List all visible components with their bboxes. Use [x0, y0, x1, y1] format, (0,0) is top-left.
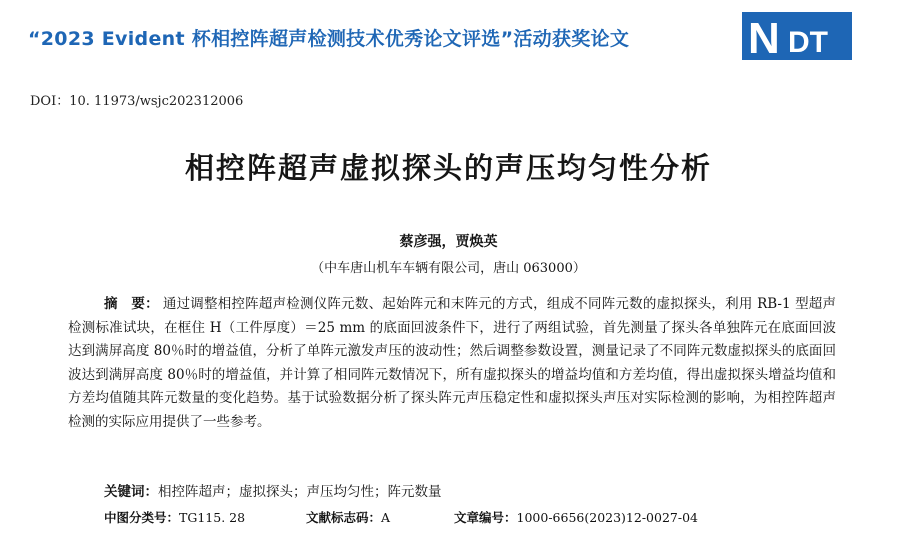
keywords-label: 关键词：: [104, 484, 158, 500]
paper-title: 相控阵超声虚拟探头的声压均匀性分析: [184, 151, 712, 185]
clc-label: 中图分类号：: [104, 510, 180, 525]
clc-value: TG115. 28: [179, 510, 246, 525]
doc-label: 文献标志码：: [306, 510, 382, 525]
abstract-label: 摘 要：: [104, 296, 159, 312]
doc-value: A: [381, 510, 391, 525]
abstract-text: 通过调整相控阵超声检测仪阵元数、起始阵元和末阵元的方式，组成不同阵元数的虚拟探头，利用 RB-1 型超声检测标准试块，在框住 H（工件厚度）＝25 mm 的底面回波条件下，进行了两组试验，首先测量了探头各单独阵元在底面回波达到满屏高度 80％时的增益值，分析了单阵元激发声压的波动性；然后调整参数设置，测量记录了不同阵元数虚拟探头的底面回波达到满屏高度 80％时的增益值，并计算了相同阵元数情况下，所有虚拟探头的增益均值和方差均值，得出虚拟探头增益均值和方差均值随其阵元数量的变化趋势。基于试验数据分析了探头阵元声压稳定性和虚拟探头声压对实际检测的影响，为相控阵超声检测的实际应用提供了一些参考。: [68, 296, 836, 430]
ndt-logo: [742, 12, 852, 60]
keywords: [104, 480, 442, 500]
article-value: 1000-6656(2023)12-0027-04: [516, 510, 698, 525]
article-label: 文章编号：: [454, 510, 517, 525]
doi: DOI：10. 11973/wsjc202312006: [30, 94, 244, 109]
svg-text:DT: DT: [788, 26, 828, 59]
abstract: [68, 293, 836, 435]
document-code: [306, 508, 390, 526]
award-banner: “2023 Evident 杯相控阵超声检测技术优秀论文评选”活动获奖论文: [28, 28, 630, 50]
article-number: [454, 508, 698, 526]
svg-text:N: N: [748, 14, 777, 60]
clc-number: [104, 508, 245, 526]
authors: 蔡彦强，贾焕英: [399, 234, 498, 250]
affiliation: （中车唐山机车车辆有限公司，唐山 063000）: [311, 261, 586, 276]
keywords-text: 相控阵超声；虚拟探头；声压均匀性；阵元数量: [158, 484, 442, 500]
